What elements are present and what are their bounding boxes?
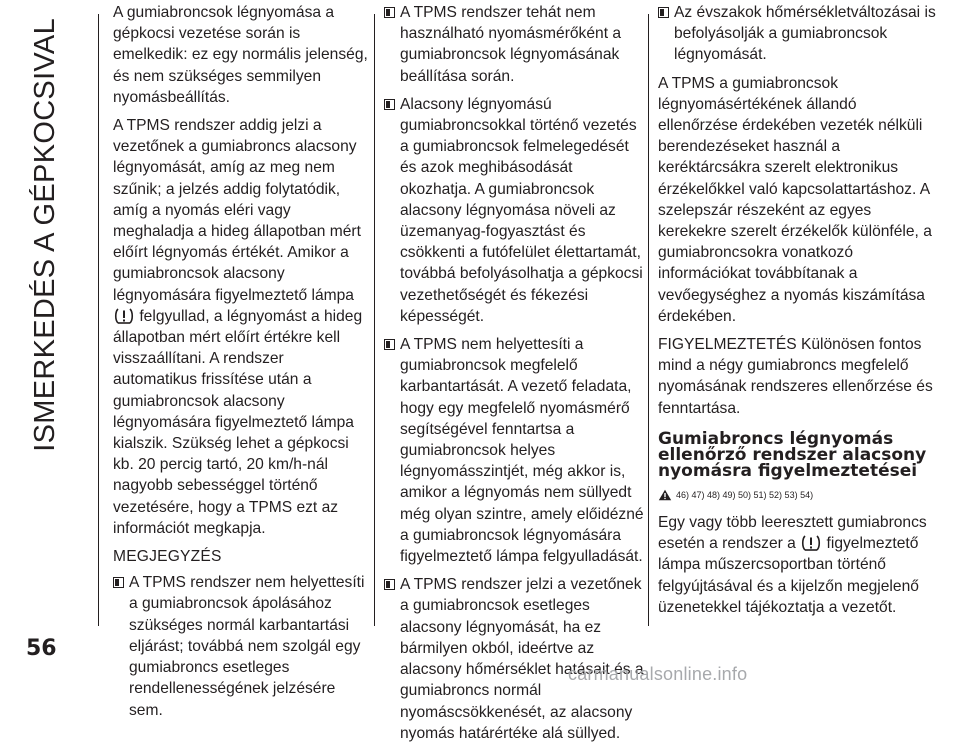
list-item-text: Alacsony légnyomású gumiabroncsokkal történő vezetés a gumiabroncsok felmelegedését és azok meghibásodását okozhatja. A gumiabroncsok alacsony légnyomása növeli az üzemanyag-fogyasztást és csökkenti a futófelület élettartamát, továbbá befolyásolhatja a gépkocsi vezethetőségét és fékezési képességét. bbox=[400, 95, 643, 325]
list-item-text: A TPMS rendszer nem helyettesíti a gumiabroncsok ápolásához szükséges normál karbantartási eljárást; továbbá nem szolgál egy gumiabroncs esetleges rendellenességének jelzésére sem. bbox=[129, 574, 365, 719]
section-heading: Gumiabroncs légnyomás ellenőrző rendszer alacsony nyomásra figyelmeztetései bbox=[658, 428, 927, 481]
bullet-marker-icon bbox=[384, 579, 395, 590]
list-item bbox=[113, 572, 368, 720]
paragraph-text: figyelmeztető lámpa műszercsoportban történő felgyújtásával és a kijelzőn megjelenő üzenetekkel tájékoztatja a vezetőt. bbox=[658, 535, 919, 616]
text-column-1 bbox=[113, 2, 368, 728]
bullet-marker-icon bbox=[384, 99, 395, 110]
section-side-title bbox=[10, 18, 80, 452]
list-item bbox=[658, 2, 938, 66]
list-item-text: Az évszakok hőmérsékletváltozásai is befolyásolják a gumiabroncsok légnyomását. bbox=[674, 4, 936, 64]
list-item bbox=[384, 94, 646, 327]
paragraph: A TPMS a gumiabroncsok légnyomásértékének állandó ellenőrzése érdekében vezeték nélküli berendezéseket használ a keréktárcsákra szerelt elektronikus érzékelőkkel való kapcsolattartáshoz. A szelepszár részeként az egyes kerekekre szerelt érzékelők különféle, a gumiabroncsokra vonatkozó információkat továbbítanak a vevőegységhez a nyomás kiszámítása érdekében. bbox=[658, 74, 932, 325]
list-item-text: A TPMS nem helyettesíti a gumiabroncsok megfelelő karbantartását. A vezető feladata, hogy egy megfelelő nyomásmérő segítségével fenntartsa a gumiabroncsok helyes légnyomásszintjét, még akkor is, amikor a légnyomás nem süllyedt még olyan szintre, amely előidézné a gumiabroncsok légnyomására figyelmeztető lámpa felgyulladását. bbox=[400, 336, 644, 566]
paragraph bbox=[113, 115, 368, 539]
tpms-warning-icon bbox=[114, 307, 134, 325]
column-divider-2 bbox=[648, 14, 649, 626]
list-item bbox=[384, 574, 646, 744]
column-divider-1 bbox=[374, 14, 375, 626]
bullet-marker-icon bbox=[384, 339, 395, 350]
page-number: 56 bbox=[26, 636, 57, 661]
list-item-text: A TPMS rendszer jelzi a vezetőnek a gumiabroncsok esetleges alacsony légnyomását, ha ez bármilyen okból, ideértve az alacsony hőmérséklet hatásait és a gumiabroncs normál nyomáscsökkenését, az alacsony nyomás határértéke alá süllyed. bbox=[400, 576, 644, 742]
text-column-2 bbox=[384, 2, 646, 751]
reference-list bbox=[658, 485, 938, 506]
list-item-text: A TPMS rendszer tehát nem használható nyomásmérőként a gumiabroncsok légnyomásának beállítása során. bbox=[400, 4, 622, 85]
tpms-warning-icon bbox=[801, 534, 821, 552]
note-heading: MEGJEGYZÉS bbox=[113, 548, 222, 566]
bullet-marker-icon bbox=[658, 7, 669, 18]
paragraph-text: Egy vagy több leeresztett gumiabroncs esetén a rendszer a bbox=[658, 514, 927, 553]
list-item bbox=[384, 334, 646, 567]
warning-triangle-icon bbox=[658, 489, 672, 501]
text-column-3 bbox=[658, 2, 938, 625]
sidebar-divider bbox=[98, 14, 99, 626]
warning-paragraph: FIGYELMEZTETÉS Különösen fontos mind a négy gumiabroncs megfelelő nyomásának rendszeres ellenőrzése és fenntartása. bbox=[658, 336, 933, 417]
bullet-marker-icon bbox=[384, 7, 395, 18]
paragraph-text: felgyullad, a légnyomást a hideg állapotban mért előírt értékre kell visszaállítani. A rendszer automatikus frissítése után a gumiabroncsok alacsony légnyomására figyelmeztető lámpa kialszik. Szükség lehet a gépkocsi kb. 20 percig tartó, 20 km/h-nál nagyobb sebességgel történő vezetésére, hogy a TPMS ezt az információt megkapja. bbox=[113, 307, 363, 537]
reference-numbers: 46) 47) 48) 49) 50) 51) 52) 53) 54) bbox=[676, 489, 814, 500]
list-item bbox=[384, 2, 646, 87]
section-title-text: ISMERKEDÉS A GÉPKOCSIVAL bbox=[28, 18, 61, 452]
watermark: carmanualsonline.info bbox=[568, 664, 748, 684]
paragraph bbox=[658, 512, 938, 618]
paragraph: A gumiabroncsok légnyomása a gépkocsi vezetése során is emelkedik: ez egy normális jelenség, és nem szükséges semmilyen nyomásbeállítás. bbox=[113, 4, 368, 106]
bullet-marker-icon bbox=[113, 577, 124, 588]
paragraph-text: A TPMS rendszer addig jelzi a vezetőnek a gumiabroncs alacsony légnyomását, amíg az meg nem szűnik; a jelzés addig folytatódik, amíg a nyomás eléri vagy meghaladja a hideg állapotban mért előírt légnyomás értékét. Amikor a gumiabroncsok alacsony légnyomására figyelmeztető lámpa bbox=[113, 117, 361, 304]
